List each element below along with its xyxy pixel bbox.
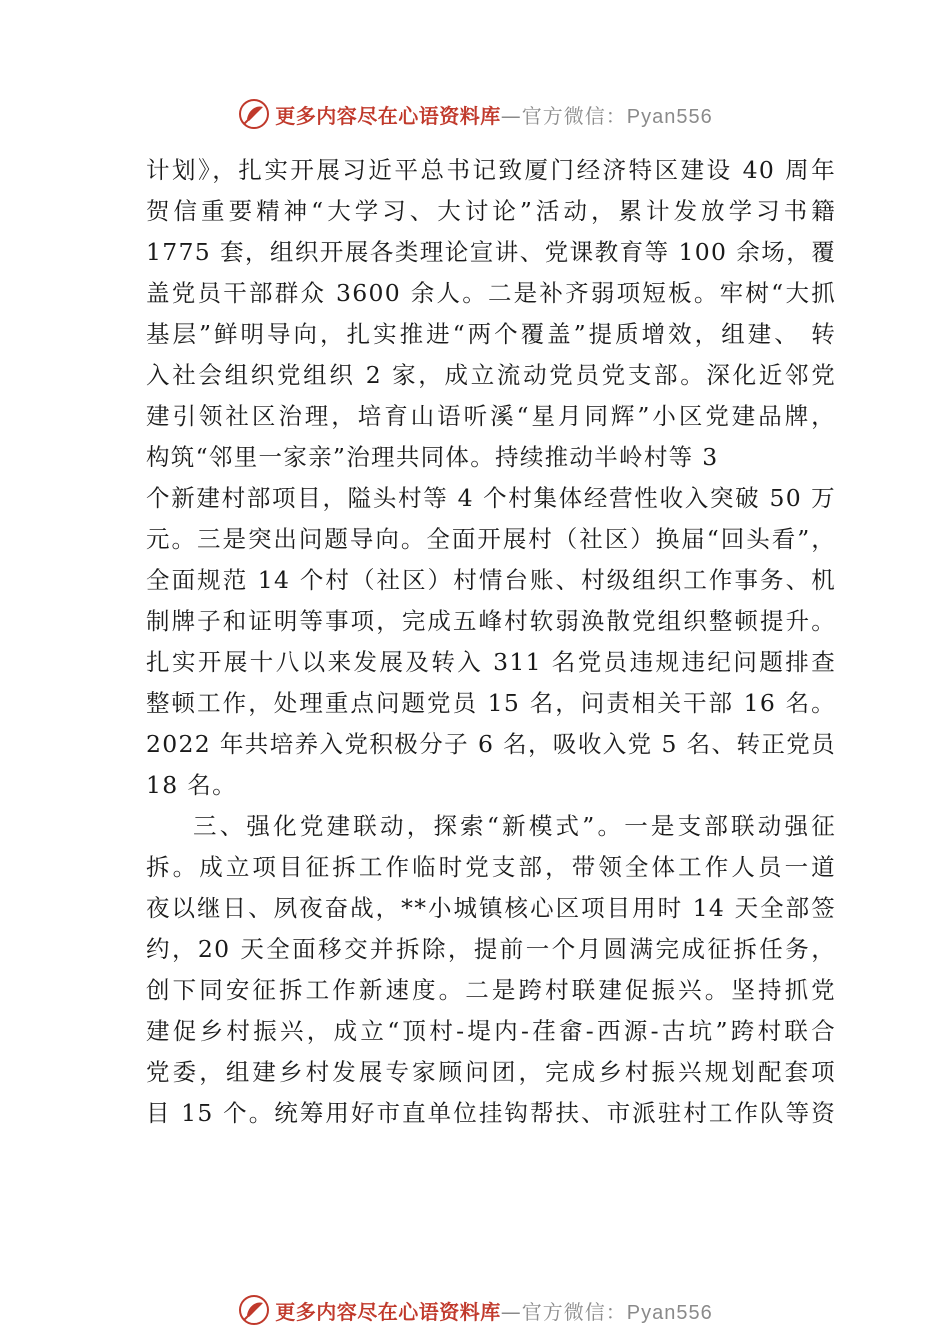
document-body (146, 150, 836, 1134)
text-line: 建引领社区治理，培育山语听溪“星月同辉”小区党建品牌， (146, 402, 836, 430)
text-line: 夜以继日、夙夜奋战，**小城镇核心区项目用时 14 天全部签 (146, 894, 836, 922)
text-line: 盖党员干部群众 3600 余人。二是补齐弱项短板。牢树“大抓 (146, 279, 836, 307)
text-line: 元。三是突出问题导向。全面开展村（社区）换届“回头看”， (146, 525, 836, 553)
wechat-separator: —官方微信： (500, 1299, 627, 1324)
brand-text: 更多内容尽在心语资料库 (275, 103, 501, 128)
wechat-label (501, 1296, 713, 1325)
wechat-separator: —官方微信： (500, 103, 627, 128)
text-line: 党委，组建乡村发展专家顾问团，完成乡村振兴规划配套项 (146, 1058, 836, 1086)
text-line: 制牌子和证明等事项，完成五峰村软弱涣散党组织整顿提升。 (146, 607, 836, 635)
text-line: 18 名。 (146, 771, 237, 799)
paragraph-1 (146, 150, 836, 806)
wechat-label (501, 100, 713, 129)
text-line: 贺信重要精神“大学习、大讨论”活动，累计发放学习书籍 (146, 197, 836, 225)
text-line: 目 15 个。统筹用好市直单位挂钩帮扶、市派驻村工作队等资 (146, 1099, 836, 1127)
text-line: 2022 年共培养入党积极分子 6 名，吸收入党 5 名、转正党员 (146, 730, 836, 758)
text-line: 整顿工作，处理重点问题党员 15 名，问责相关干部 16 名。 (146, 689, 836, 717)
brand-logo-icon (237, 1293, 271, 1327)
text-line: 扎实开展十八以来发展及转入 311 名党员违规违纪问题排查 (146, 648, 836, 676)
text-line: 基层”鲜明导向，扎实推进“两个覆盖”提质增效，组建、 转 (146, 320, 836, 348)
text-line: 个新建村部项目，隘头村等 4 个村集体经营性收入突破 50 万 (146, 484, 836, 512)
text-line: 拆。成立项目征拆工作临时党支部，带领全体工作人员一道 (146, 853, 836, 881)
text-line: 入社会组织党组织 2 家，成立流动党员党支部。深化近邻党 (146, 361, 836, 389)
brand-logo-icon (237, 97, 271, 131)
text-line: 建促乡村振兴，成立“顶村-堤内-荏畲-西源-古坑”跨村联合 (146, 1017, 836, 1045)
header-watermark-banner (0, 94, 950, 134)
text-line: 创下同安征拆工作新速度。二是跨村联建促振兴。坚持抓党 (146, 976, 836, 1004)
text-line: 计划》，扎实开展习近平总书记致厦门经济特区建设 40 周年 (146, 156, 836, 184)
text-line: 全面规范 14 个村（社区）村情台账、村级组织工作事务、机 (146, 566, 836, 594)
brand-text: 更多内容尽在心语资料库 (275, 1299, 501, 1324)
paragraph-2 (146, 806, 836, 1134)
text-line: 构筑“邻里一家亲”治理共同体。持续推动半岭村等 3 (146, 443, 719, 471)
wechat-id: Pyan556 (626, 1301, 713, 1324)
text-line: 三、强化党建联动，探索“新模式”。一是支部联动强征 (193, 812, 836, 840)
wechat-id: Pyan556 (626, 105, 713, 128)
text-line: 约，20 天全面移交并拆除，提前一个月圆满完成征拆任务， (146, 935, 836, 963)
footer-watermark-banner (0, 1290, 950, 1330)
text-line: 1775 套，组织开展各类理论宣讲、党课教育等 100 余场，覆 (146, 238, 836, 266)
